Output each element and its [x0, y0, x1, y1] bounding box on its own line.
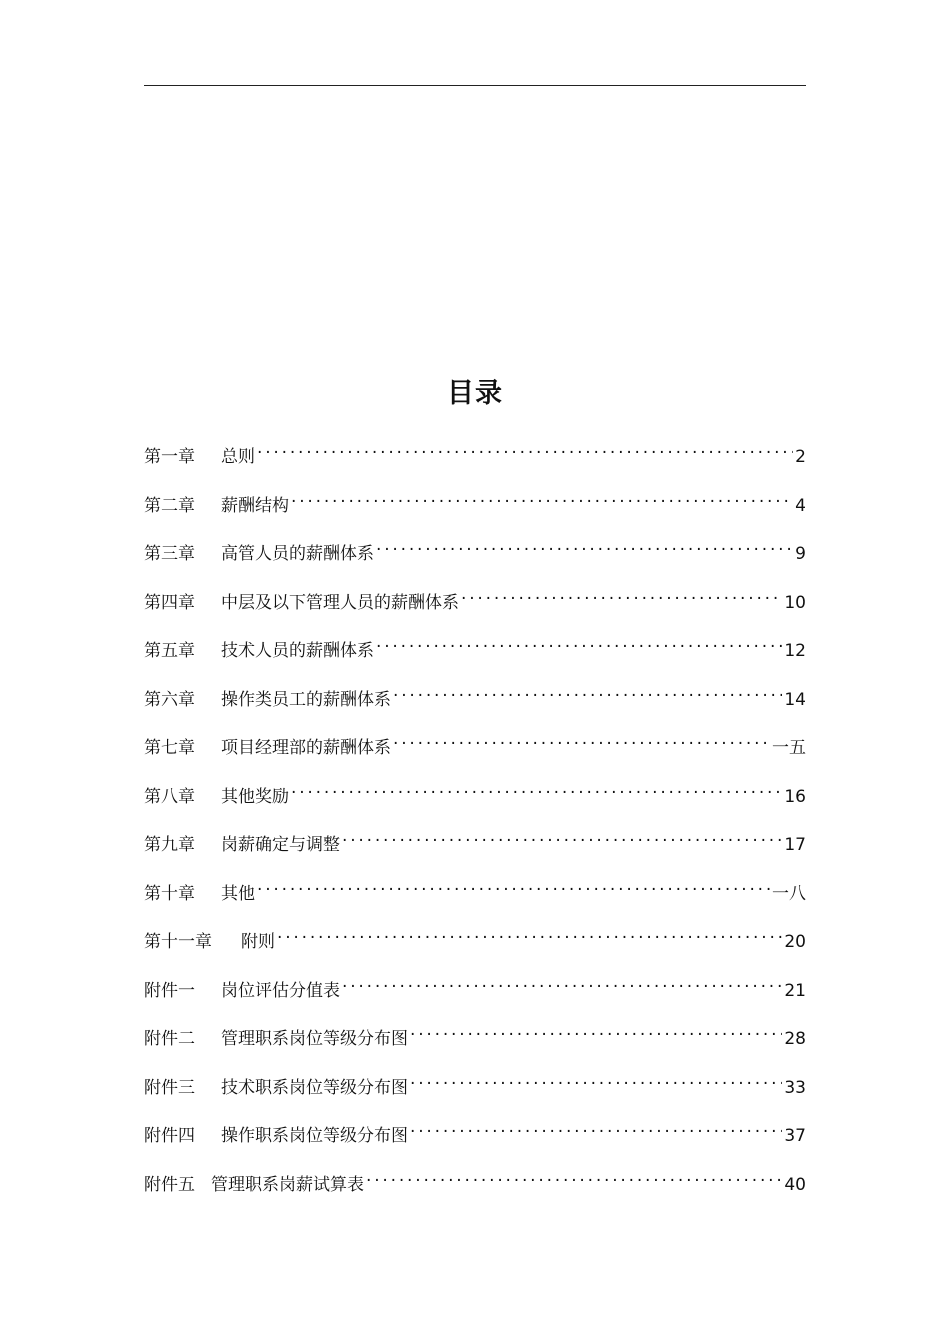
toc-entry-page: 10: [784, 592, 806, 613]
toc-entry[interactable]: [144, 968, 806, 1017]
toc-entry-title: 薪酬结构: [221, 495, 289, 516]
toc-entry-title: 总则: [221, 447, 255, 467]
toc-entry-title: 操作类员工的薪酬体系: [221, 689, 391, 710]
toc-dot-leader: [257, 434, 793, 462]
toc-entry-title: 附则: [241, 932, 275, 952]
toc-entry-number: 附件五: [144, 1174, 195, 1195]
toc-entry-page: 16: [784, 786, 806, 807]
toc-entry[interactable]: [144, 1016, 806, 1065]
toc-entry-page: 4: [795, 495, 806, 516]
toc-entry-number: 附件一: [144, 980, 195, 1001]
toc-entry-page: 2: [795, 447, 806, 467]
toc-entry[interactable]: [144, 1113, 806, 1162]
toc-dot-leader: [410, 1016, 782, 1044]
toc-entry-number: 第二章: [144, 495, 195, 516]
toc-entry-title: 其他: [221, 883, 255, 904]
toc-entry[interactable]: [144, 628, 806, 677]
toc-entry-number: 第四章: [144, 592, 195, 613]
toc-entry-title: 技术人员的薪酬体系: [221, 641, 374, 661]
toc-entry-page: 12: [784, 641, 806, 661]
toc-entry-title: 项目经理部的薪酬体系: [221, 738, 391, 758]
toc-entry[interactable]: [144, 580, 806, 629]
toc-dot-leader: [366, 1162, 782, 1190]
toc-dot-leader: [376, 628, 782, 656]
toc-dot-leader: [410, 1113, 782, 1141]
toc-entry[interactable]: [144, 774, 806, 823]
toc-dot-leader: [291, 774, 782, 802]
toc-dot-leader: [410, 1065, 782, 1093]
toc-entry[interactable]: [144, 725, 806, 774]
toc-entry-number: 第八章: [144, 786, 195, 807]
toc-entry-number: 附件三: [144, 1077, 195, 1098]
toc-dot-leader: [291, 483, 793, 511]
toc-entry[interactable]: [144, 919, 806, 968]
toc-entry[interactable]: [144, 483, 806, 532]
toc-entry-number: 第三章: [144, 544, 195, 564]
toc-entry-number: 第九章: [144, 835, 195, 855]
toc-entry-page: 一五: [772, 738, 806, 758]
toc-entry-title: 中层及以下管理人员的薪酬体系: [221, 592, 459, 613]
toc-entry-number: 第六章: [144, 689, 195, 710]
toc-entry-page: 20: [784, 932, 806, 952]
toc-entry-number: 第一章: [144, 447, 195, 467]
toc-dot-leader: [277, 919, 782, 947]
toc-dot-leader: [342, 822, 782, 850]
toc-entry-page: 21: [784, 980, 806, 1001]
toc-dot-leader: [393, 725, 770, 753]
toc-entry-page: 17: [784, 835, 806, 855]
toc-entry-title: 操作职系岗位等级分布图: [221, 1126, 408, 1146]
toc-entry[interactable]: [144, 434, 806, 483]
toc-entry[interactable]: [144, 677, 806, 726]
toc-entry-title: 其他奖励: [221, 786, 289, 807]
toc-entry-page: 9: [795, 544, 806, 564]
toc-entry-page: 33: [784, 1077, 806, 1098]
toc-entry-page: 28: [784, 1029, 806, 1049]
toc-dot-leader: [257, 871, 770, 899]
toc-entry-page: 37: [784, 1126, 806, 1146]
toc-entry-title: 管理职系岗位等级分布图: [221, 1029, 408, 1049]
toc-entry-page: 40: [784, 1174, 806, 1195]
toc-entry[interactable]: [144, 1065, 806, 1114]
toc-entry-title: 技术职系岗位等级分布图: [221, 1077, 408, 1098]
table-of-contents: [144, 434, 806, 1210]
toc-entry-title: 岗位评估分值表: [221, 980, 340, 1001]
toc-entry[interactable]: [144, 822, 806, 871]
toc-entry-title: 高管人员的薪酬体系: [221, 544, 374, 564]
toc-entry-title: 管理职系岗薪试算表: [211, 1174, 364, 1195]
toc-entry[interactable]: [144, 531, 806, 580]
header-rule: [144, 85, 806, 86]
toc-entry-number: 第七章: [144, 738, 195, 758]
toc-dot-leader: [342, 968, 782, 996]
toc-entry-number: 第五章: [144, 641, 195, 661]
toc-entry-number: 第十一章: [144, 932, 212, 952]
toc-entry-page: 一八: [772, 883, 806, 904]
toc-entry-page: 14: [784, 689, 806, 710]
toc-entry-title: 岗薪确定与调整: [221, 835, 340, 855]
toc-entry-number: 附件二: [144, 1029, 195, 1049]
toc-dot-leader: [376, 531, 793, 559]
toc-entry[interactable]: [144, 871, 806, 920]
toc-entry[interactable]: [144, 1162, 806, 1211]
toc-entry-number: 第十章: [144, 883, 195, 904]
toc-dot-leader: [461, 580, 782, 608]
toc-entry-number: 附件四: [144, 1126, 195, 1146]
toc-title: 目录: [447, 378, 503, 409]
toc-dot-leader: [393, 677, 782, 705]
